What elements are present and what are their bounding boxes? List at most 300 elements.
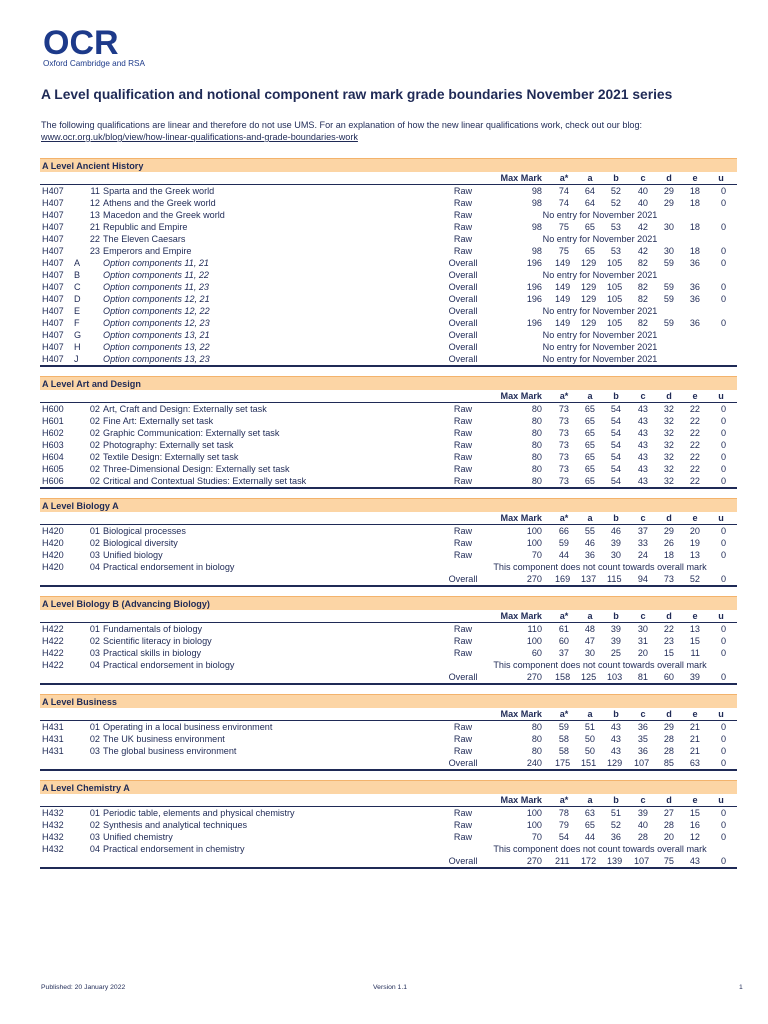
grade-boundary: 43 xyxy=(637,428,648,438)
grade-header: a* xyxy=(559,391,569,401)
grade-boundary: 65 xyxy=(584,404,595,414)
spec-code: H420 xyxy=(42,538,64,548)
grade-boundary: 58 xyxy=(558,746,569,756)
grade-header: e xyxy=(692,513,698,523)
grade-boundary: 82 xyxy=(637,282,648,292)
page-title: A Level qualification and notional component raw mark grade boundaries November 2021 series xyxy=(41,87,673,102)
ocr-logo xyxy=(43,24,193,72)
grade-boundary: 43 xyxy=(637,464,648,474)
row-note: No entry for November 2021 xyxy=(542,342,658,352)
grade-boundary: 53 xyxy=(610,246,621,256)
spec-code: H603 xyxy=(42,440,64,450)
spec-code: H407 xyxy=(42,198,64,208)
grade-boundary: 54 xyxy=(610,440,621,450)
grade-boundary: 32 xyxy=(663,476,674,486)
row-note: No entry for November 2021 xyxy=(542,330,658,340)
spec-code: H605 xyxy=(42,464,64,474)
grade-boundary: 54 xyxy=(610,476,621,486)
spec-code: H432 xyxy=(42,808,64,818)
grade-boundary: 52 xyxy=(689,574,700,584)
table-row xyxy=(40,659,737,671)
spec-code: H420 xyxy=(42,550,64,560)
spec-code: H407 xyxy=(42,354,64,364)
table-row xyxy=(40,807,737,819)
grade-boundary: 22 xyxy=(663,624,674,634)
spec-code: H407 xyxy=(42,330,64,340)
table-row xyxy=(40,305,737,317)
grade-boundary: 73 xyxy=(558,452,569,462)
component-title: Practical skills in biology xyxy=(103,648,202,658)
component-number: 21 xyxy=(89,222,100,232)
max-mark: 196 xyxy=(526,282,542,292)
grade-boundary: 0 xyxy=(720,282,726,292)
component-number: 02 xyxy=(89,452,100,462)
grade-boundary: 54 xyxy=(610,464,621,474)
spec-code: H432 xyxy=(42,820,64,830)
option-letter: J xyxy=(74,354,79,364)
max-mark: 196 xyxy=(526,258,542,268)
component-title: Practical endorsement in biology xyxy=(103,562,235,572)
spec-code: H407 xyxy=(42,318,64,328)
grade-boundary: 103 xyxy=(607,672,623,682)
grade-boundary: 65 xyxy=(584,464,595,474)
grade-boundary: 26 xyxy=(663,538,674,548)
grade-boundary: 20 xyxy=(637,648,648,658)
grade-boundary: 65 xyxy=(584,222,595,232)
grade-header: b xyxy=(613,391,619,401)
grade-boundary: 137 xyxy=(581,574,597,584)
component-title: Option components 13, 21 xyxy=(103,330,210,340)
component-title: Textile Design: Externally set task xyxy=(103,452,239,462)
grade-boundary: 59 xyxy=(663,258,674,268)
grade-header: u xyxy=(718,709,724,719)
grade-boundary: 39 xyxy=(637,808,648,818)
grade-boundary: 37 xyxy=(558,648,569,658)
table-row xyxy=(40,281,737,293)
grade-boundary: 0 xyxy=(720,186,726,196)
table-row xyxy=(40,197,737,209)
option-letter: E xyxy=(74,306,81,316)
table-row xyxy=(40,573,737,587)
grade-boundary: 105 xyxy=(607,318,623,328)
column-header-row xyxy=(40,390,737,403)
mark-type: Raw xyxy=(453,452,473,462)
component-title: Practical endorsement in biology xyxy=(103,660,235,670)
component-title: The UK business environment xyxy=(103,734,225,744)
grade-boundary: 0 xyxy=(720,856,726,866)
grade-boundary: 94 xyxy=(637,574,648,584)
grade-boundary: 54 xyxy=(610,428,621,438)
component-title: Art, Craft and Design: Externally set task xyxy=(103,404,267,414)
max-mark-header: Max Mark xyxy=(500,611,542,621)
grade-boundary: 107 xyxy=(634,856,650,866)
component-number: 01 xyxy=(89,526,100,536)
mark-type: Overall xyxy=(448,270,478,280)
component-title: Sparta and the Greek world xyxy=(103,186,215,196)
column-header-row xyxy=(40,794,737,807)
max-mark: 80 xyxy=(531,464,542,474)
grade-boundary: 23 xyxy=(663,636,674,646)
grade-boundary: 82 xyxy=(637,318,648,328)
grade-boundary: 107 xyxy=(634,758,650,768)
grade-boundary: 60 xyxy=(663,672,674,682)
component-title: Option components 12, 23 xyxy=(103,318,210,328)
grade-boundary: 149 xyxy=(555,294,571,304)
max-mark: 100 xyxy=(526,820,542,830)
component-number: 02 xyxy=(89,734,100,744)
grade-boundary: 129 xyxy=(581,282,597,292)
component-number: 02 xyxy=(89,440,100,450)
component-number: 02 xyxy=(89,416,100,426)
option-letter: G xyxy=(74,330,82,340)
grade-boundary: 0 xyxy=(720,476,726,486)
grade-boundary: 151 xyxy=(581,758,597,768)
component-title: Option components 11, 21 xyxy=(103,258,209,268)
grade-boundary: 43 xyxy=(637,416,648,426)
spec-code: H422 xyxy=(42,636,64,646)
mark-type: Raw xyxy=(453,210,473,220)
published-date: Published: 20 January 2022 xyxy=(41,984,126,991)
grade-boundary: 42 xyxy=(637,222,648,232)
grade-boundary: 73 xyxy=(558,440,569,450)
component-number: 02 xyxy=(89,404,100,414)
grade-boundary: 52 xyxy=(610,198,621,208)
grade-header: b xyxy=(613,173,619,183)
grade-boundary: 0 xyxy=(720,416,726,426)
max-mark: 100 xyxy=(526,538,542,548)
grade-boundary: 43 xyxy=(610,746,621,756)
spec-code: H407 xyxy=(42,210,64,220)
mark-type: Overall xyxy=(448,574,478,584)
grade-boundary: 18 xyxy=(689,246,700,256)
grade-boundary: 51 xyxy=(584,722,595,732)
grade-boundary: 59 xyxy=(663,318,674,328)
table-row xyxy=(40,635,737,647)
grade-boundary: 21 xyxy=(689,734,700,744)
max-mark: 60 xyxy=(531,648,542,658)
component-number: 11 xyxy=(90,186,100,196)
grade-boundary: 63 xyxy=(689,758,700,768)
grade-boundary: 15 xyxy=(689,808,700,818)
grade-boundary: 36 xyxy=(610,832,621,842)
grade-boundary: 46 xyxy=(610,526,621,536)
component-number: 01 xyxy=(89,722,100,732)
component-title: Photography: Externally set task xyxy=(103,440,234,450)
grade-boundary: 39 xyxy=(610,636,621,646)
spec-code: H422 xyxy=(42,624,64,634)
grade-boundary: 0 xyxy=(720,294,726,304)
spec-code: H407 xyxy=(42,246,64,256)
grade-boundary: 0 xyxy=(720,404,726,414)
grade-header: b xyxy=(613,795,619,805)
component-title: Critical and Contextual Studies: Externally set task xyxy=(103,476,307,486)
grade-boundary: 105 xyxy=(607,294,623,304)
table-row xyxy=(40,721,737,733)
grade-boundary: 79 xyxy=(558,820,569,830)
mark-type: Raw xyxy=(453,476,473,486)
table-row xyxy=(40,185,737,197)
grade-boundary: 43 xyxy=(610,734,621,744)
table-row xyxy=(40,427,737,439)
grade-boundary: 158 xyxy=(555,672,571,682)
grade-header: a xyxy=(587,709,593,719)
grade-header: c xyxy=(640,513,646,523)
table-row xyxy=(40,209,737,221)
grade-boundary: 211 xyxy=(555,856,570,866)
grade-boundary: 50 xyxy=(584,734,595,744)
spec-code: H407 xyxy=(42,186,64,196)
spec-code: H407 xyxy=(42,222,64,232)
grade-header: c xyxy=(640,391,646,401)
mark-type: Raw xyxy=(453,550,473,560)
component-title: Operating in a local business environment xyxy=(103,722,273,732)
grade-boundary: 65 xyxy=(584,440,595,450)
table-row xyxy=(40,451,737,463)
spec-code: H601 xyxy=(42,416,64,426)
grade-boundary: 40 xyxy=(637,198,648,208)
grade-boundary: 73 xyxy=(558,476,569,486)
logo-tagline: Oxford Cambridge and RSA xyxy=(43,59,145,68)
grade-boundary: 40 xyxy=(637,186,648,196)
grade-boundary: 0 xyxy=(720,722,726,732)
grade-header: a* xyxy=(559,513,569,523)
grade-header: a* xyxy=(559,709,569,719)
mark-type: Raw xyxy=(453,440,473,450)
max-mark: 98 xyxy=(531,198,542,208)
grade-section xyxy=(40,498,737,587)
component-title: Option components 12, 22 xyxy=(103,306,210,316)
spec-code: H600 xyxy=(42,404,64,414)
mark-type: Overall xyxy=(448,354,478,364)
grade-boundary: 0 xyxy=(720,624,726,634)
grade-boundary: 105 xyxy=(607,282,623,292)
spec-code: H407 xyxy=(42,270,64,280)
blog-link[interactable]: www.ocr.org.uk/blog/view/how-linear-qualifications-and-grade-boundaries-work xyxy=(41,132,358,142)
grade-boundary: 0 xyxy=(720,550,726,560)
grade-boundary: 36 xyxy=(637,722,648,732)
table-row xyxy=(40,745,737,757)
component-title: Practical endorsement in chemistry xyxy=(103,844,245,854)
grade-boundary: 39 xyxy=(610,538,621,548)
row-note: This component does not count towards overall mark xyxy=(493,844,707,854)
grade-boundary: 13 xyxy=(689,550,700,560)
grade-boundary: 16 xyxy=(689,820,700,830)
mark-type: Raw xyxy=(453,186,473,196)
grade-boundary: 28 xyxy=(663,734,674,744)
grade-header: u xyxy=(718,391,724,401)
grade-boundary: 65 xyxy=(584,428,595,438)
grade-boundary: 0 xyxy=(720,258,726,268)
max-mark: 80 xyxy=(531,416,542,426)
grade-boundary: 0 xyxy=(720,318,726,328)
mark-type: Raw xyxy=(453,538,473,548)
component-title: Unified chemistry xyxy=(103,832,173,842)
component-title: Fine Art: Externally set task xyxy=(103,416,214,426)
row-note: No entry for November 2021 xyxy=(542,234,658,244)
option-letter: H xyxy=(74,342,81,352)
grade-header: u xyxy=(718,513,724,523)
grade-boundary: 36 xyxy=(584,550,595,560)
grade-header: u xyxy=(718,611,724,621)
version-label: Version 1.1 xyxy=(373,984,408,991)
spec-code: H422 xyxy=(42,648,64,658)
grade-header: c xyxy=(640,611,646,621)
grade-boundary: 129 xyxy=(581,318,597,328)
max-mark: 240 xyxy=(526,758,542,768)
grade-boundary: 37 xyxy=(637,526,648,536)
component-number: 01 xyxy=(89,808,100,818)
grade-boundary: 47 xyxy=(584,636,595,646)
grade-boundary: 32 xyxy=(663,464,674,474)
grade-boundary: 54 xyxy=(610,416,621,426)
component-number: 02 xyxy=(89,428,100,438)
max-mark-header: Max Mark xyxy=(500,795,542,805)
grade-boundary: 65 xyxy=(584,416,595,426)
grade-boundary: 21 xyxy=(689,722,700,732)
grade-header: d xyxy=(666,391,672,401)
component-number: 12 xyxy=(89,198,100,208)
component-title: Option components 12, 21 xyxy=(103,294,210,304)
grade-boundary: 65 xyxy=(584,246,595,256)
grade-boundary: 24 xyxy=(637,550,648,560)
mark-type: Raw xyxy=(453,404,473,414)
row-note: This component does not count towards overall mark xyxy=(493,660,707,670)
grade-boundary: 0 xyxy=(720,428,726,438)
component-title: Fundamentals of biology xyxy=(103,624,203,634)
grade-boundary: 29 xyxy=(663,186,674,196)
grade-boundary: 59 xyxy=(663,294,674,304)
grade-boundary: 0 xyxy=(720,636,726,646)
max-mark-header: Max Mark xyxy=(500,173,542,183)
max-mark-header: Max Mark xyxy=(500,513,542,523)
section-heading: A Level Biology A xyxy=(40,498,737,512)
grade-boundary: 0 xyxy=(720,758,726,768)
component-title: The global business environment xyxy=(103,746,237,756)
mark-type: Raw xyxy=(453,624,473,634)
mark-type: Overall xyxy=(448,282,478,292)
grade-boundary: 28 xyxy=(637,832,648,842)
grade-header: a* xyxy=(559,611,569,621)
grade-boundary: 50 xyxy=(584,746,595,756)
grade-header: e xyxy=(692,391,698,401)
spec-code: H431 xyxy=(42,734,64,744)
mark-type: Raw xyxy=(453,808,473,818)
grade-boundary: 44 xyxy=(558,550,569,560)
grade-boundary: 32 xyxy=(663,404,674,414)
table-row xyxy=(40,819,737,831)
grade-boundary: 75 xyxy=(663,856,674,866)
grade-boundary: 43 xyxy=(689,856,700,866)
mark-type: Raw xyxy=(453,832,473,842)
spec-code: H602 xyxy=(42,428,64,438)
grade-section xyxy=(40,158,737,367)
grade-boundary: 40 xyxy=(637,820,648,830)
max-mark: 80 xyxy=(531,746,542,756)
grade-boundary: 30 xyxy=(637,624,648,634)
max-mark: 80 xyxy=(531,476,542,486)
grade-boundary: 25 xyxy=(610,648,621,658)
component-title: Synthesis and analytical techniques xyxy=(103,820,248,830)
option-letter: F xyxy=(74,318,80,328)
grade-boundary: 36 xyxy=(637,746,648,756)
grade-boundary: 36 xyxy=(689,282,700,292)
spec-code: H407 xyxy=(42,282,64,292)
component-title: Three-Dimensional Design: Externally set task xyxy=(103,464,290,474)
table-row xyxy=(40,549,737,561)
grade-boundary: 36 xyxy=(689,258,700,268)
table-row xyxy=(40,525,737,537)
column-header-row xyxy=(40,512,737,525)
component-title: Option components 11, 22 xyxy=(103,270,209,280)
grade-boundary: 52 xyxy=(610,820,621,830)
spec-code: H432 xyxy=(42,844,64,854)
mark-type: Raw xyxy=(453,734,473,744)
mark-type: Raw xyxy=(453,198,473,208)
max-mark: 196 xyxy=(526,318,542,328)
grade-header: c xyxy=(640,709,646,719)
mark-type: Raw xyxy=(453,246,473,256)
spec-code: H422 xyxy=(42,660,64,670)
component-number: 23 xyxy=(89,246,100,256)
component-number: 02 xyxy=(89,820,100,830)
max-mark: 98 xyxy=(531,222,542,232)
grade-boundary: 82 xyxy=(637,294,648,304)
grade-boundary: 65 xyxy=(584,452,595,462)
grade-boundary: 22 xyxy=(689,452,700,462)
grade-header: e xyxy=(692,611,698,621)
grade-boundary: 19 xyxy=(689,538,700,548)
table-row xyxy=(40,403,737,415)
table-row xyxy=(40,293,737,305)
max-mark: 80 xyxy=(531,404,542,414)
mark-type: Overall xyxy=(448,342,478,352)
max-mark: 100 xyxy=(526,636,542,646)
max-mark: 100 xyxy=(526,526,542,536)
grade-header: d xyxy=(666,611,672,621)
grade-boundary: 75 xyxy=(558,222,569,232)
grade-boundary: 60 xyxy=(558,636,569,646)
grade-header: b xyxy=(613,513,619,523)
max-mark: 80 xyxy=(531,452,542,462)
table-row xyxy=(40,341,737,353)
mark-type: Raw xyxy=(453,820,473,830)
grade-boundary: 0 xyxy=(720,440,726,450)
grade-boundary: 52 xyxy=(610,186,621,196)
table-row xyxy=(40,439,737,451)
option-letter: D xyxy=(74,294,81,304)
component-number: 04 xyxy=(89,660,100,670)
intro-text: The following qualifications are linear and therefore do not use UMS. For an explanation of how the new linear qualifications work, check out our blog: xyxy=(41,120,643,130)
grade-boundary: 43 xyxy=(637,476,648,486)
table-row xyxy=(40,623,737,635)
grade-boundary: 36 xyxy=(689,318,700,328)
component-number: 03 xyxy=(89,746,100,756)
section-heading: A Level Art and Design xyxy=(40,376,737,390)
grade-boundary: 48 xyxy=(584,624,595,634)
grade-boundary: 43 xyxy=(637,440,648,450)
grade-boundary: 0 xyxy=(720,198,726,208)
grade-boundary: 51 xyxy=(610,808,621,818)
grade-boundary: 149 xyxy=(555,318,571,328)
grade-boundary: 105 xyxy=(607,258,623,268)
table-row xyxy=(40,475,737,489)
grade-boundary: 22 xyxy=(689,464,700,474)
table-row xyxy=(40,647,737,659)
grade-boundary: 22 xyxy=(689,404,700,414)
grade-boundary: 82 xyxy=(637,258,648,268)
max-mark: 196 xyxy=(526,294,542,304)
grade-boundary: 15 xyxy=(663,648,674,658)
